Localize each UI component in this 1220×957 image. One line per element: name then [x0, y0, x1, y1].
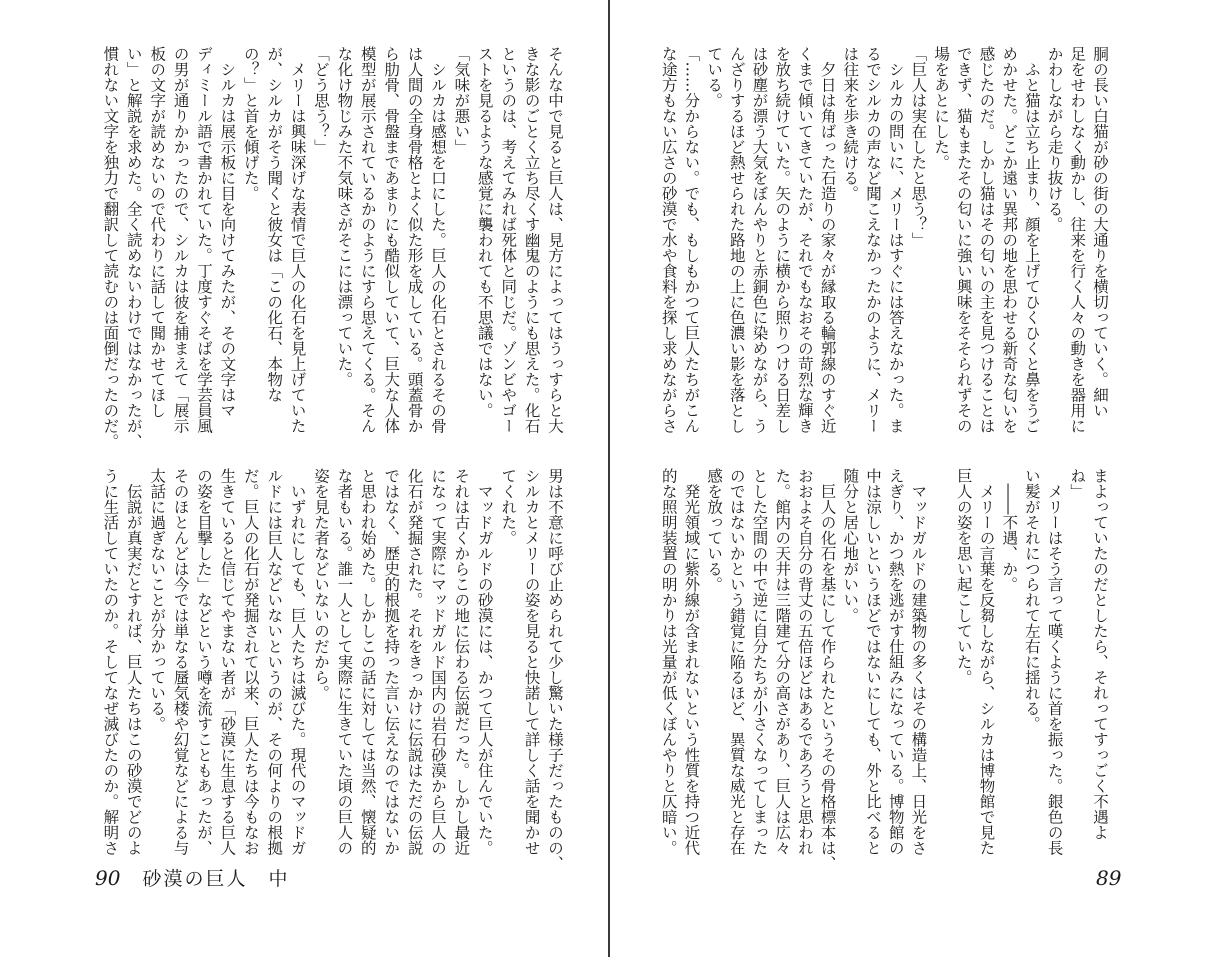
text-line: ら肋骨、骨盤まであまりにも酷似していて、巨大な人体	[382, 46, 401, 434]
text-line: とした空間の中で逆に自分たちが小さくなってしまった	[750, 468, 769, 856]
text-line: 感じたのだ。しかし猫はその匂いの主を見つけることは	[977, 46, 996, 434]
text-line: ルドには巨人などいないというのが、その何よりの根拠	[265, 468, 284, 856]
text-line: の姿を目撃した」などという噂を流すこともあったが、	[195, 468, 213, 856]
text-line: た。館内の天井は三階建て分の高さがあり、巨人は広々	[773, 468, 792, 856]
text-line: の？」と首を傾げた。	[241, 46, 260, 201]
text-line: 場をあとにした。	[932, 46, 951, 170]
text-line: は砂塵が漂う大気をぼんやりと赤銅色に染めながら、う	[750, 46, 769, 434]
left-page	[0, 0, 608, 957]
text-line: 「どう思う？」	[312, 46, 330, 155]
text-line: てくれた。	[499, 468, 518, 546]
text-line: 慣れない文字を独力で翻訳して読むのは面倒だったのだ。	[101, 46, 120, 449]
text-line: 発光領域に紫外線が含まれないという性質を持つ近代	[682, 468, 701, 856]
text-line: 「気味が悪い」	[452, 46, 471, 155]
text-line: な者もいる。誰一人として実際に生きていた頃の巨人の	[335, 468, 354, 856]
left-page-footer	[95, 866, 289, 891]
text-line: ストを見るような感覚に襲われても不思議ではない。	[475, 46, 494, 418]
text-line: 夕日は角ばった石造りの家々が縁取る輪郭線のすぐ近	[818, 46, 837, 434]
text-line: 化石が発掘された。それをきっかけに伝説はただの伝説	[405, 468, 424, 856]
text-line: ている。	[705, 46, 724, 108]
text-line: きな影のごとく立ち尽くす幽鬼のようにも思えた。化石	[522, 46, 541, 434]
text-line: おおよそ自分の背丈の五倍ほどはあるであろうと思われ	[795, 468, 814, 856]
text-line: そんな中で見ると巨人は、見方によってはうっすらと大	[546, 46, 564, 434]
text-line: 巨人の姿を思い起こしていた。	[954, 468, 973, 685]
text-line: マッドガルドの砂漠には、かつて巨人が住んでいた。	[475, 468, 494, 856]
text-line: だ。巨人の化石が発掘されて以来、巨人たちは今もなお	[241, 468, 260, 856]
text-line: 的な照明装置の明かりは光量が低くぼんやりと仄暗い。	[659, 468, 678, 856]
page-gutter-divider	[608, 0, 610, 957]
text-line: 胴の長い白猫が砂の街の大通りを横切っていく。細い	[1091, 46, 1109, 418]
text-line: ふと猫は立ち止まり、顔を上げてひくひくと鼻をうご	[1022, 46, 1041, 434]
text-line: 伝説が真実だとすれば、巨人たちはこの砂漠でどのよ	[124, 468, 143, 856]
text-line: メリーの言葉を反芻しながら、シルカは博物館で見た	[977, 468, 996, 856]
text-line: 男は不意に呼び止められて少し驚いた様子だったものの、	[546, 468, 564, 871]
text-line: は人間の全身骨格とよく似た形を成している。頭蓋骨か	[405, 46, 424, 434]
text-line: が、シルカがそう聞くと彼女は「この化石、本物な	[265, 46, 284, 403]
text-line: ではなく、歴史的根拠を持った言い伝えなのではないか	[382, 468, 401, 856]
text-line: まよっていたのだとしたら、それってすっごく不遇よ	[1091, 468, 1109, 840]
text-line: できず、猫もまたその匂いに強い興味をそそられずその	[954, 46, 973, 434]
right-page-footer	[1096, 866, 1121, 890]
text-line: 「巨人は実在したと思う？」	[909, 46, 928, 248]
text-line: そのほとんどは今では単なる蜃気楼や幻覚などによる与	[171, 468, 190, 856]
text-line	[930, 468, 952, 878]
text-line: うに生活していたのか。そしてなぜ滅びたのか。解明さ	[101, 468, 120, 856]
text-line: というのは、考えてみれば死体と同じだ。ゾンビやゴー	[499, 46, 518, 434]
text-line: な途方もない広さの砂漠で水や食料を探し求めながらさ	[659, 46, 678, 434]
text-line: のではないかという錯覚に陥るほど、異質な威光と存在	[727, 468, 746, 856]
text-line: になって実際にマッドガルド国内の岩石砂漠から巨人の	[429, 468, 447, 856]
text-line: ディミール語で書かれていた。丁度すぐそばを学芸員風	[195, 46, 213, 434]
text-line: シルカとメリーの姿を見ると快諾して詳しく話を聞かせ	[522, 468, 541, 856]
text-line: は往来を歩き続ける。	[841, 46, 860, 201]
text-line: な化け物じみた不気味さがそこには漂っていた。	[335, 46, 354, 387]
text-line: るでシルカの声など聞こえなかったかのように、メリー	[864, 46, 882, 434]
text-line: えぎり、かつ熱を逃がす仕組みになっている。博物館の	[886, 468, 905, 856]
page-number-90: 90	[95, 866, 121, 890]
text-line: メリーは興味深げな表情で巨人の化石を見上げていた	[288, 46, 307, 434]
text-line: い」と解説を求めた。全く読めないわけではなかったが、	[124, 46, 143, 449]
text-line: 板の文字が読めないので代わりに話して聞かせてほし	[148, 46, 167, 418]
text-line: シルカは展示板に目を向けてみたが、その文字はマ	[218, 46, 237, 418]
right-page	[611, 0, 1220, 957]
text-line: 巨人の化石を基にして作られたというその骨格標本は、	[818, 468, 837, 871]
text-line: を放ち続けていた。矢のように横から照りつける日差し	[773, 46, 792, 434]
text-line: 感を放っている。	[705, 468, 724, 592]
text-line: いずれにしても、巨人たちは滅びた。現代のマッドガ	[288, 468, 307, 856]
text-line: マッドガルドの建築物の多くはその構造上、日光をさ	[909, 468, 928, 856]
text-line: 生きていると信じてやまない者が「砂漠に生息する巨人	[218, 468, 237, 856]
text-line: い髪がそれにつられて左右に揺れる。	[1022, 468, 1041, 732]
text-line: んざりするほど熱せられた路地の上に色濃い影を落とし	[727, 46, 746, 434]
text-line: かわしながら走り抜ける。	[1045, 46, 1064, 232]
text-line: シルカの問いに、メリーはすぐには答えなかった。ま	[886, 46, 905, 434]
text-line: シルカは感想を口にした。巨人の化石とされるその骨	[429, 46, 447, 434]
text-line: 太話に過ぎないことが分かっている。	[148, 468, 167, 732]
text-line: メリーはそう言って嘆くように首を振った。銀色の長	[1045, 468, 1064, 856]
text-line: の男が通りかかったので、シルカは彼を捕まえて「展示	[171, 46, 190, 434]
running-title: 砂漠の巨人 中	[142, 868, 290, 890]
text-line: めかせた。どこか遠い異邦の地を思わせる新奇な匂いを	[1000, 46, 1019, 434]
text-line: 模型が展示されているかのようにすら思えてくる。そん	[358, 46, 377, 434]
text-line: と思われ始めた。しかしこの話に対しては当然、懐疑的	[358, 468, 377, 856]
text-line: 足をせわしなく動かし、往来を行く人々の動きを器用に	[1068, 46, 1087, 434]
page-number-89: 89	[1096, 866, 1122, 890]
text-line: それは古くからこの地に伝わる伝説だった。しかし最近	[452, 468, 471, 856]
text-line: ――不遇、か。	[1000, 468, 1019, 592]
text-line: 「……分からない。でも、もしもかつて巨人たちがこん	[682, 46, 701, 434]
text-line: 姿を見た者などいないのだから。	[312, 468, 330, 701]
text-line: くまで傾いてきていたが、それでもなおその苛烈な輝き	[795, 46, 814, 434]
text-line: 随分と居心地がいい。	[841, 468, 860, 623]
text-line: 中は涼しいというほどではないにしても、外と比べると	[864, 468, 882, 856]
text-line: ね」	[1068, 468, 1087, 499]
